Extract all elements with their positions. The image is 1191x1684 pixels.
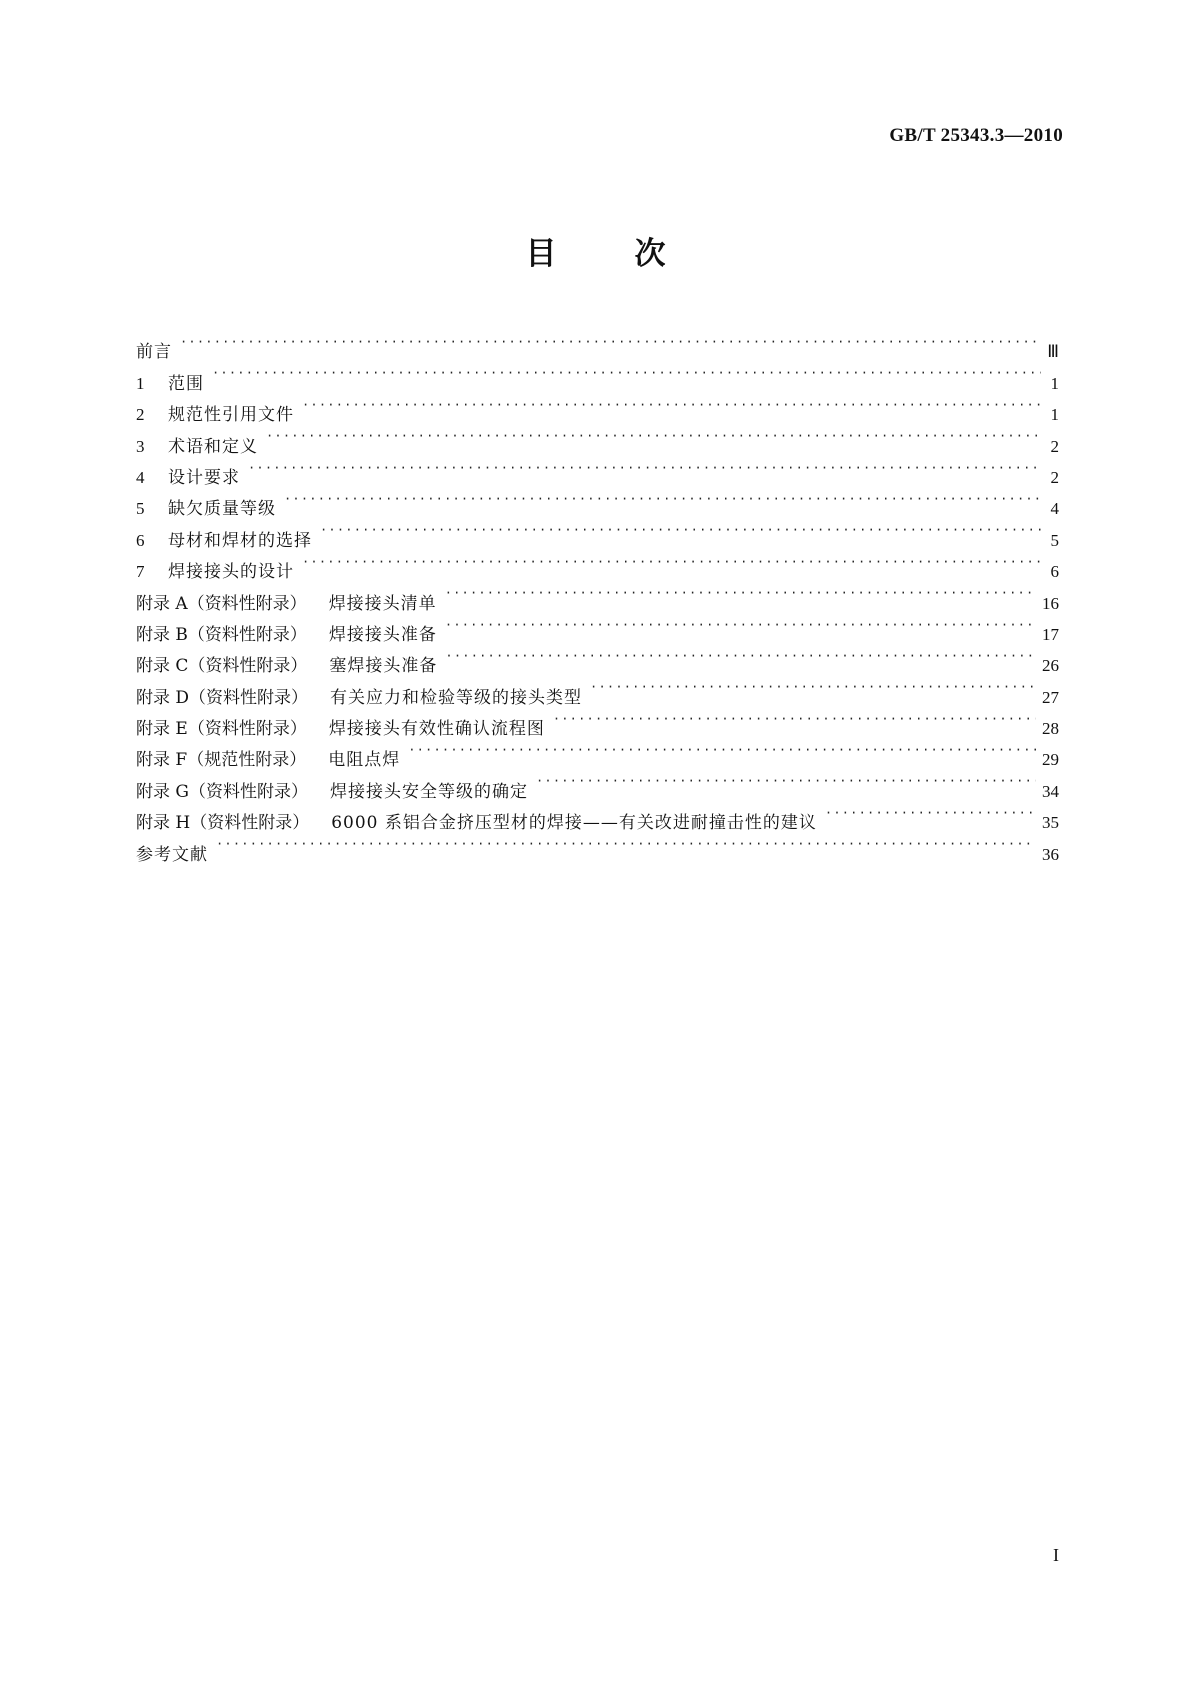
toc-leader-dots [302, 546, 1041, 577]
toc-entry-page: 5 [1050, 530, 1059, 550]
table-of-contents [136, 326, 1059, 865]
toc-entry-page: 17 [1042, 624, 1059, 644]
toc-leader-dots [408, 734, 1036, 765]
toc-entry-bibliography[interactable] [136, 828, 1059, 865]
toc-entry-page: 34 [1042, 781, 1059, 801]
toc-entry-page: 2 [1050, 436, 1059, 456]
toc-entry-label [136, 337, 172, 368]
toc-leader-dots [445, 640, 1036, 671]
toc-entry-title: 焊接接头清单 [328, 593, 437, 614]
toc-entry-label [136, 745, 400, 776]
toc-entry-label [136, 589, 437, 620]
toc-leader-dots [590, 671, 1036, 702]
toc-entry-title: 塞焊接头准备 [329, 656, 438, 677]
toc-leader-dots [266, 420, 1041, 451]
toc-entry-title: 有关应力和检验等级的接头类型 [330, 687, 583, 708]
toc-entry-title: 6000 系铝合金挤压型材的焊接——有关改进耐撞击性的建议 [331, 813, 817, 834]
toc-leader-dots [284, 483, 1041, 514]
toc-entry-label [136, 431, 258, 463]
toc-entry-title: 母材和焊材的选择 [168, 530, 312, 551]
page-title [0, 228, 1191, 273]
toc-entry-number: 4 [136, 467, 145, 487]
toc-entry-page: 16 [1042, 593, 1059, 613]
toc-entry-clause-1[interactable] [136, 357, 1059, 394]
toc-entry-title: 术语和定义 [168, 436, 258, 457]
toc-entry-label [136, 462, 240, 494]
toc-entry-clause-3[interactable] [136, 420, 1059, 457]
toc-entry-clause-2[interactable] [136, 389, 1059, 426]
toc-annex-designation: 附录 A（资料性附录） [136, 593, 307, 614]
standard-number: GB/T 25343.3—2010 [889, 125, 1063, 146]
toc-entry-label [136, 651, 437, 682]
toc-entry-title: 设计要求 [168, 467, 240, 488]
toc-entry-label [136, 493, 276, 525]
toc-entry-title: 电阻点焊 [328, 750, 401, 771]
toc-entry-page: 29 [1042, 750, 1059, 770]
toc-entry-number: 1 [136, 373, 145, 393]
toc-entry-label [136, 525, 312, 557]
toc-entry-number: 6 [136, 530, 145, 550]
toc-entry-title: 规范性引用文件 [168, 405, 294, 426]
page-title-char-1: 目 [525, 236, 557, 272]
toc-entry-title: 缺欠质量等级 [168, 499, 276, 520]
toc-leader-dots [553, 703, 1036, 734]
toc-leader-dots [320, 514, 1041, 545]
toc-entry-title: 焊接接头有效性确认流程图 [328, 719, 545, 740]
toc-entry-clause-5[interactable] [136, 483, 1059, 520]
toc-entry-label [136, 620, 437, 651]
toc-entry-label [136, 777, 528, 808]
toc-entry-number: 5 [136, 499, 145, 519]
toc-leader-dots [536, 765, 1036, 796]
toc-entry-clause-4[interactable] [136, 452, 1059, 488]
toc-entry-page: 35 [1042, 813, 1059, 833]
page-number: I [1053, 1545, 1059, 1565]
toc-leader-dots [212, 357, 1041, 388]
toc-entry-number: 7 [136, 562, 145, 582]
toc-entry-page: 2 [1050, 467, 1059, 487]
toc-leader-dots [180, 326, 1041, 357]
toc-entry-label [136, 840, 208, 871]
toc-entry-page: 27 [1042, 687, 1059, 707]
toc-entry-foreword[interactable] [136, 326, 1059, 363]
toc-annex-designation: 附录 D（资料性附录） [136, 687, 309, 708]
toc-entry-page: 26 [1042, 656, 1059, 676]
toc-leader-dots [302, 389, 1041, 420]
toc-leader-dots [445, 577, 1036, 608]
toc-entry-page: 36 [1042, 844, 1059, 864]
toc-entry-page: 28 [1042, 719, 1059, 739]
toc-entry-page: Ⅲ [1047, 342, 1059, 362]
toc-entry-label [136, 556, 294, 588]
toc-entry-number: 2 [136, 405, 145, 425]
toc-entry-title: 前言 [136, 342, 172, 363]
toc-entry-title: 焊接接头准备 [328, 624, 437, 645]
toc-entry-page: 4 [1050, 499, 1059, 519]
toc-annex-designation: 附录 C（资料性附录） [136, 656, 308, 677]
toc-entry-title: 焊接接头安全等级的确定 [329, 781, 528, 802]
toc-entry-label [136, 683, 582, 714]
toc-entry-title: 焊接接头的设计 [168, 562, 294, 583]
page-title-char-2: 次 [634, 236, 666, 272]
toc-leader-dots [216, 828, 1036, 859]
toc-annex-designation: 附录 B（资料性附录） [136, 624, 307, 645]
toc-entry-number: 3 [136, 436, 145, 456]
toc-entry-title: 参考文献 [136, 844, 208, 865]
toc-annex-designation: 附录 F（规范性附录） [136, 750, 307, 771]
toc-entry-page: 6 [1050, 562, 1059, 582]
toc-entry-page: 1 [1050, 373, 1059, 393]
toc-annex-designation: 附录 G（资料性附录） [136, 781, 308, 802]
toc-entry-page: 1 [1050, 405, 1059, 425]
toc-leader-dots [825, 797, 1036, 828]
toc-annex-designation: 附录 H（资料性附录） [136, 813, 310, 834]
toc-annex-designation: 附录 E（资料性附录） [136, 719, 307, 740]
toc-leader-dots [445, 609, 1036, 640]
toc-leader-dots [248, 452, 1041, 483]
toc-entry-label [136, 368, 204, 400]
toc-entry-title: 范围 [168, 373, 204, 394]
